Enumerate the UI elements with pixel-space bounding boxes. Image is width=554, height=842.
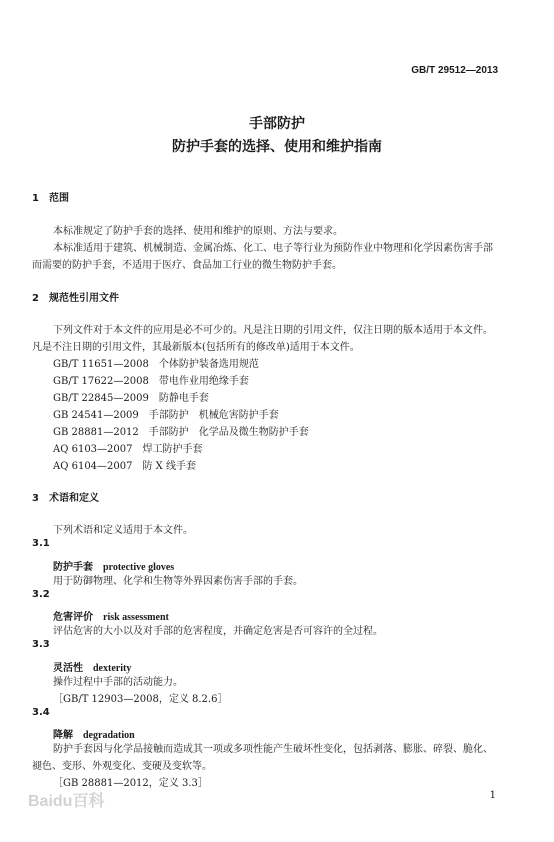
term-en: risk assessment <box>103 612 169 623</box>
reference-item: GB/T 17622—2008 带电作业用绝缘手套 <box>53 376 249 387</box>
page-number: 1 <box>489 790 496 801</box>
term-zh: 防护手套 <box>53 562 93 573</box>
term-zh: 灵活性 <box>53 663 83 674</box>
section-2-intro-a: 下列文件对于本文件的应用是必不可少的。凡是注日期的引用文件，仅注日期的版本适用于本文件。 <box>53 325 493 336</box>
section-3-intro: 下列术语和定义适用于本文件。 <box>53 525 193 536</box>
section-1-para-1: 本标准规定了防护手套的选择、使用和维护的原则、方法与要求。 <box>53 226 343 237</box>
section-2-intro-b: 凡是不注日期的引用文件，其最新版本(包括所有的修改单)适用于本文件。 <box>32 342 360 353</box>
document-title-line1: 手部防护 <box>249 116 305 132</box>
reference-item: GB 24541—2009 手部防护 机械危害防护手套 <box>53 410 279 421</box>
term-definition: 操作过程中手部的活动能力。 <box>53 677 183 688</box>
term-definition: 防护手套因与化学品接触而造成其一项或多项性能产生破坏性变化，包括剥落、膨胀、碎裂、脆化、 <box>53 744 493 755</box>
term-zh: 降解 <box>53 730 73 741</box>
section-1-para-2b: 而需要的防护手套，不适用于医疗、食品加工行业的微生物防护手套。 <box>32 260 342 271</box>
term-definition-cont: 褪色、变形、外观变化、变硬及变软等。 <box>32 761 212 772</box>
term-number: 3.2 <box>32 589 50 600</box>
reference-item: AQ 6103—2007 焊工防护手套 <box>53 444 203 455</box>
section-3-heading: 3 术语和定义 <box>32 493 99 504</box>
term-en: dexterity <box>93 663 132 674</box>
reference-item: GB/T 22845—2009 防静电手套 <box>53 393 209 404</box>
watermark: Baidu百科 <box>28 793 105 810</box>
reference-item: AQ 6104—2007 防 X 线手套 <box>53 461 196 472</box>
section-2-heading: 2 规范性引用文件 <box>32 293 119 304</box>
term-source-reference: ［GB 28881—2012，定义 3.3］ <box>53 778 208 789</box>
term-zh: 危害评价 <box>53 612 93 623</box>
term-en: protective gloves <box>103 562 175 573</box>
term-definition: 评估危害的大小以及对手部的危害程度，并确定危害是否可容许的全过程。 <box>53 626 383 637</box>
reference-item: GB 28881—2012 手部防护 化学品及微生物防护手套 <box>53 427 309 438</box>
reference-item: GB/T 11651—2008 个体防护装备选用规范 <box>53 359 259 370</box>
term-definition: 用于防御物理、化学和生物等外界因素伤害手部的手套。 <box>53 576 303 587</box>
document-title-line2: 防护手套的选择、使用和维护指南 <box>172 139 382 155</box>
term-en: degradation <box>83 730 135 741</box>
section-1-para-2a: 本标准适用于建筑、机械制造、金属冶炼、化工、电子等行业为预防作业中物理和化学因素伤害手部 <box>53 243 493 254</box>
term-number: 3.3 <box>32 639 50 650</box>
term-number: 3.4 <box>32 707 50 718</box>
standard-number: GB/T 29512—2013 <box>411 65 498 76</box>
section-1-heading: 1 范围 <box>32 193 69 204</box>
term-source-reference: ［GB/T 12903—2008，定义 8.2.6］ <box>53 694 228 705</box>
term-number: 3.1 <box>32 538 50 549</box>
